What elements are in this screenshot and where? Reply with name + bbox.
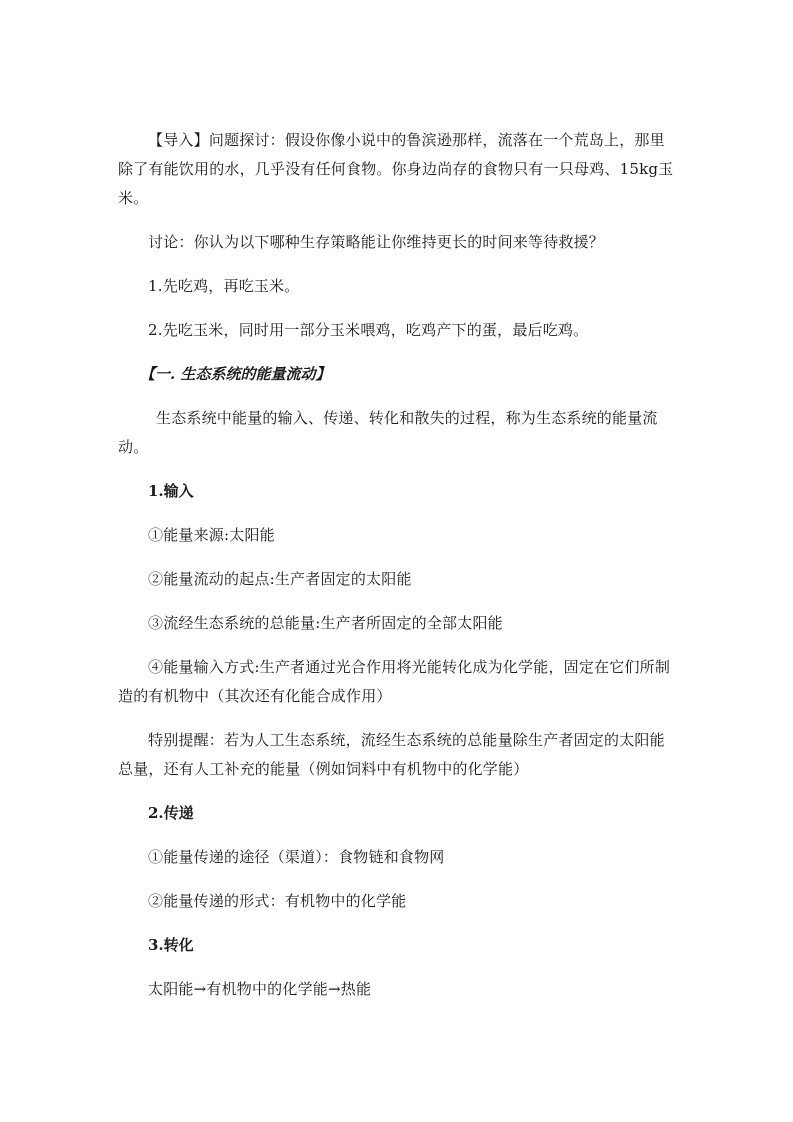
conversion-heading: 3.转化: [148, 936, 194, 954]
input-heading: 1.输入: [148, 482, 194, 500]
transfer-heading: 2.传递: [148, 804, 194, 822]
section-definition: 生态系统中能量的输入、传递、转化和散失的过程，称为生态系统的能量流动。: [118, 409, 658, 456]
option-1: 1.先吃鸡，再吃玉米。: [148, 277, 300, 295]
discussion-question: 讨论：你认为以下哪种生存策略能让你维持更长的时间来等待救援？: [148, 233, 605, 251]
intro-paragraph: [118, 126, 678, 213]
input-item-1: ①能量来源:太阳能: [148, 526, 275, 544]
input-item-2: ②能量流动的起点:生产者固定的太阳能: [148, 570, 412, 588]
section-title: 【一. 生态系统的能量流动】: [140, 365, 331, 383]
option-2: 2.先吃玉米，同时用一部分玉米喂鸡，吃鸡产下的蛋，最后吃鸡。: [148, 321, 589, 339]
intro-text: 问题探讨：假设你像小说中的鲁滨逊那样，流落在一个荒岛上，那里除了有能饮用的水，几乎没有任何食物。你身边尚存的食物只有一只母鸡、15kg玉米。: [118, 131, 674, 207]
input-item-3: ③流经生态系统的总能量:生产者所固定的全部太阳能: [148, 614, 503, 632]
input-item-4: ④能量输入方式:生产者通过光合作用将光能转化成为化学能，固定在它们所制造的有机物中（其次还有化能合成作用）: [118, 658, 671, 705]
transfer-item-2: ②能量传递的形式：有机物中的化学能: [148, 892, 407, 910]
input-note: 特别提醒：若为人工生态系统，流经生态系统的总能量除生产者固定的太阳能总量，还有人工补充的能量（例如饲料中有机物中的化学能）: [118, 731, 665, 778]
conversion-text: 太阳能→有机物中的化学能→热能: [148, 980, 372, 998]
document-page: [118, 126, 678, 1019]
intro-label: 【导入】: [148, 131, 209, 149]
transfer-item-1: ①能量传递的途径（渠道）：食物链和食物网: [148, 848, 445, 866]
